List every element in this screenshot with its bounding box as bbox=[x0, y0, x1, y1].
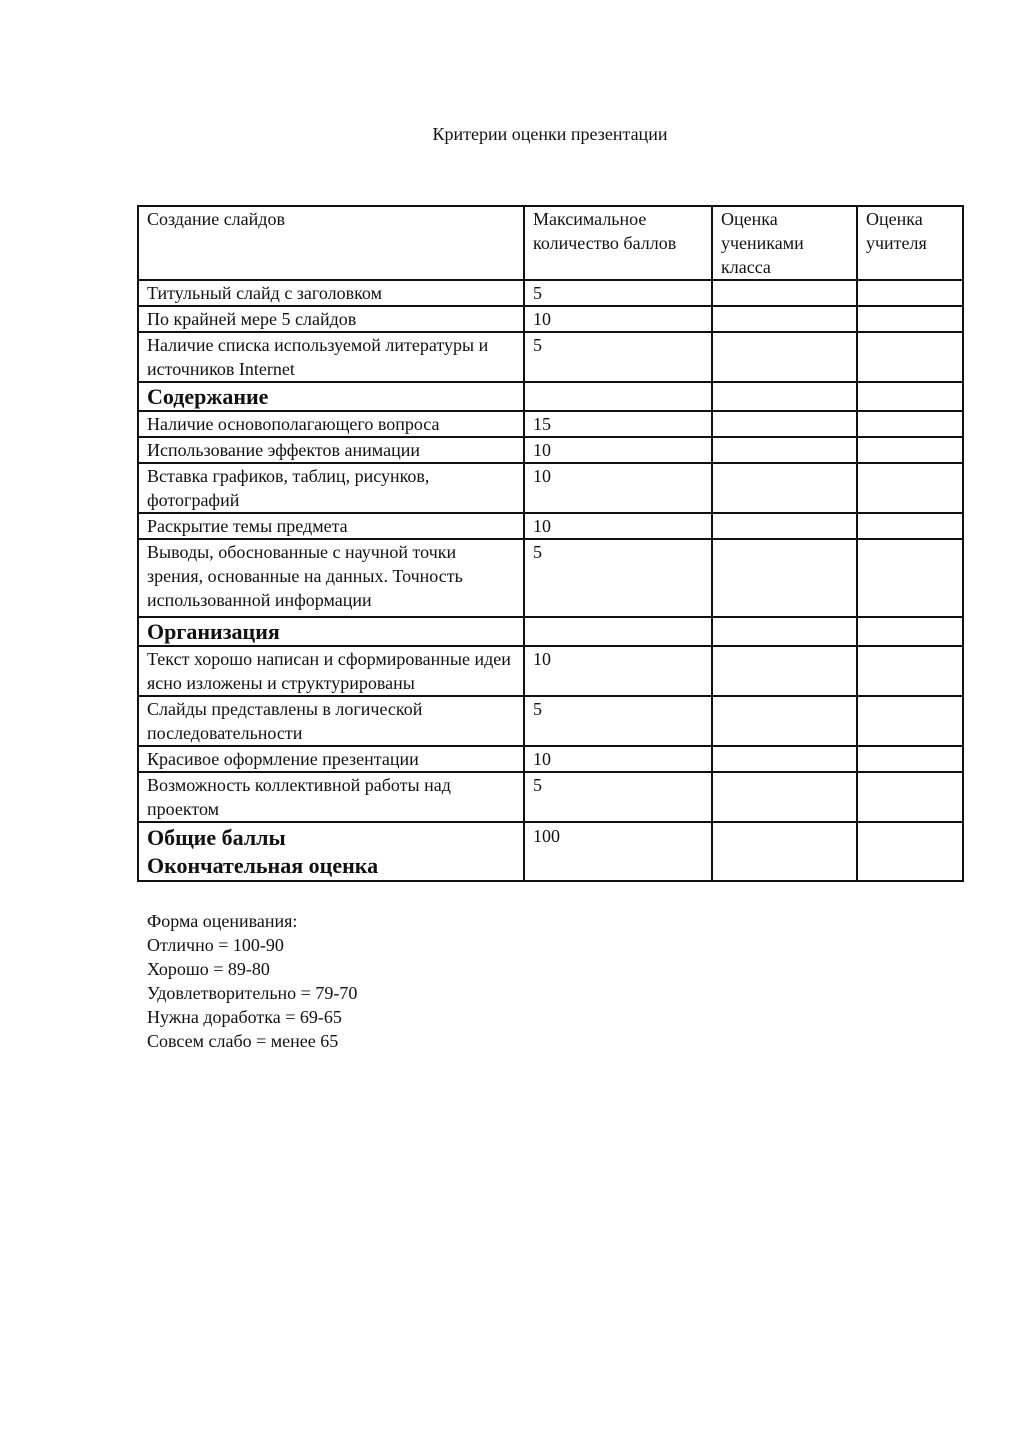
max-points: 15 bbox=[524, 411, 712, 437]
teacher-score-cell bbox=[857, 306, 963, 332]
table-header-row bbox=[138, 206, 963, 280]
teacher-score-cell bbox=[857, 513, 963, 539]
total-row bbox=[138, 822, 963, 881]
max-points: 10 bbox=[524, 437, 712, 463]
student-score-cell bbox=[712, 411, 857, 437]
student-score-cell bbox=[712, 280, 857, 306]
table-row bbox=[138, 437, 963, 463]
table-row bbox=[138, 539, 963, 617]
table-row bbox=[138, 696, 963, 746]
student-score-cell bbox=[712, 306, 857, 332]
criteria-table bbox=[137, 205, 964, 882]
criterion-label: Титульный слайд с заголовком bbox=[138, 280, 524, 306]
max-points: 10 bbox=[524, 513, 712, 539]
criterion-label: Красивое оформление презентации bbox=[138, 746, 524, 772]
criterion-label: Текст хорошо написан и сформированные идеи ясно изложены и структурированы bbox=[138, 646, 524, 696]
final-grade-label: Окончательная оценка bbox=[147, 853, 379, 878]
max-points: 5 bbox=[524, 332, 712, 382]
table-row bbox=[138, 280, 963, 306]
header-cell-max-points: Максимальное количество баллов bbox=[524, 206, 712, 280]
total-label-cell bbox=[138, 822, 524, 881]
table-row bbox=[138, 411, 963, 437]
grading-heading: Форма оценивания: bbox=[147, 911, 298, 931]
table-row bbox=[138, 463, 963, 513]
criterion-label: Наличие основополагающего вопроса bbox=[138, 411, 524, 437]
table-row bbox=[138, 746, 963, 772]
student-score-cell bbox=[712, 696, 857, 746]
max-points: 10 bbox=[524, 646, 712, 696]
table-row bbox=[138, 332, 963, 382]
criterion-label: Наличие списка используемой литературы и источников Internet bbox=[138, 332, 524, 382]
section-heading-content: Содержание bbox=[138, 382, 524, 411]
max-points: 10 bbox=[524, 746, 712, 772]
student-score-cell bbox=[712, 539, 857, 617]
student-score-cell bbox=[712, 332, 857, 382]
student-score-cell bbox=[712, 646, 857, 696]
table-row bbox=[138, 306, 963, 332]
max-points: 10 bbox=[524, 306, 712, 332]
student-score-cell bbox=[712, 382, 857, 411]
teacher-score-cell bbox=[857, 411, 963, 437]
teacher-score-cell bbox=[857, 646, 963, 696]
total-max-points: 100 bbox=[524, 822, 712, 881]
student-score-cell bbox=[712, 463, 857, 513]
max-points: 5 bbox=[524, 696, 712, 746]
max-points: 5 bbox=[524, 280, 712, 306]
student-score-cell bbox=[712, 822, 857, 881]
grading-line: Нужна доработка = 69-65 bbox=[147, 1007, 342, 1027]
criterion-label: Использование эффектов анимации bbox=[138, 437, 524, 463]
student-score-cell bbox=[712, 513, 857, 539]
max-points: 10 bbox=[524, 463, 712, 513]
teacher-score-cell bbox=[857, 463, 963, 513]
total-points-label: Общие баллы bbox=[147, 825, 286, 850]
criterion-label: Возможность коллективной работы над проектом bbox=[138, 772, 524, 822]
max-points: 5 bbox=[524, 539, 712, 617]
teacher-score-cell bbox=[857, 822, 963, 881]
teacher-score-cell bbox=[857, 772, 963, 822]
teacher-score-cell bbox=[857, 332, 963, 382]
max-points bbox=[524, 382, 712, 411]
max-points: 5 bbox=[524, 772, 712, 822]
teacher-score-cell bbox=[857, 696, 963, 746]
student-score-cell bbox=[712, 772, 857, 822]
criterion-label: Раскрытие темы предмета bbox=[138, 513, 524, 539]
section-row bbox=[138, 617, 963, 646]
header-cell-student-score: Оценка учениками класса bbox=[712, 206, 857, 280]
student-score-cell bbox=[712, 617, 857, 646]
grading-line: Удовлетворительно = 79-70 bbox=[147, 983, 358, 1003]
table-row bbox=[138, 772, 963, 822]
student-score-cell bbox=[712, 437, 857, 463]
teacher-score-cell bbox=[857, 280, 963, 306]
criterion-label: Вставка графиков, таблиц, рисунков, фотографий bbox=[138, 463, 524, 513]
criterion-label: Выводы, обоснованные с научной точки зрения, основанные на данных. Точность использованной информации bbox=[138, 539, 524, 617]
grading-line: Хорошо = 89-80 bbox=[147, 959, 270, 979]
criterion-label: По крайней мере 5 слайдов bbox=[138, 306, 524, 332]
section-heading-organization: Организация bbox=[138, 617, 524, 646]
table-row bbox=[138, 513, 963, 539]
grading-scale bbox=[147, 909, 357, 1053]
header-cell-creation: Создание слайдов bbox=[138, 206, 524, 280]
teacher-score-cell bbox=[857, 539, 963, 617]
page-title: Критерии оценки презентации bbox=[432, 124, 668, 144]
section-row bbox=[138, 382, 963, 411]
criterion-label: Слайды представлены в логической последовательности bbox=[138, 696, 524, 746]
teacher-score-cell bbox=[857, 617, 963, 646]
teacher-score-cell bbox=[857, 437, 963, 463]
grading-line: Отлично = 100-90 bbox=[147, 935, 284, 955]
header-cell-teacher-score: Оценка учителя bbox=[857, 206, 963, 280]
table-row bbox=[138, 646, 963, 696]
grading-line: Совсем слабо = менее 65 bbox=[147, 1031, 339, 1051]
max-points bbox=[524, 617, 712, 646]
teacher-score-cell bbox=[857, 382, 963, 411]
student-score-cell bbox=[712, 746, 857, 772]
teacher-score-cell bbox=[857, 746, 963, 772]
